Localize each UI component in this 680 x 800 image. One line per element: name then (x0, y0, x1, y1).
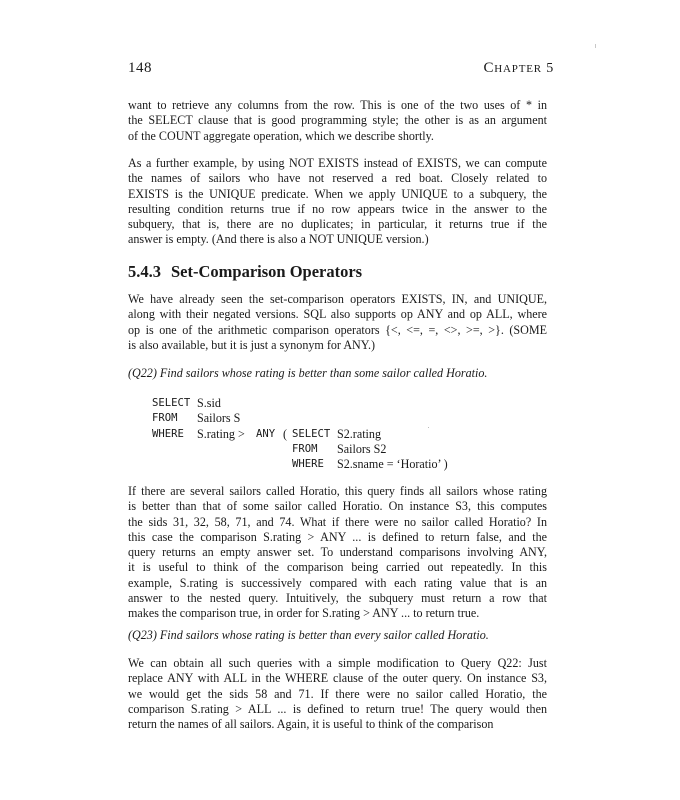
sql-keyword: ANY (256, 427, 276, 440)
paragraph-1 (128, 98, 547, 144)
sql-text: S2.sname = ‘Horatio’ ) (337, 457, 448, 472)
section-number: 5.4.3 (128, 262, 161, 281)
text-line: example, S.rating is successively compared with each rating value that is an (128, 575, 547, 590)
paragraph-4 (128, 484, 547, 622)
sql-text: Sailors S (197, 411, 241, 426)
paragraph-5 (128, 656, 547, 732)
text-line: answer to the nested query. Intuitively, the subquery must return a row that (128, 591, 547, 606)
paragraph-3 (128, 292, 547, 353)
sql-keyword: FROM (292, 442, 318, 455)
sql-text: S.sid (197, 396, 221, 410)
text-line: EXISTS is the UNIQUE predicate. When we apply UNIQUE to a subquery, the (128, 186, 547, 201)
sql-keyword: FROM (152, 412, 178, 425)
sql-text: S.rating > (197, 426, 245, 441)
sql-keyword: WHERE (292, 458, 324, 471)
sql-keyword: SELECT (152, 397, 191, 409)
text-line: the SELECT clause that is good programming style; the other is as an argument (128, 113, 547, 128)
text-line: we would get the sids 58 and 71. If there were no sailor called Horatio, the (128, 686, 547, 701)
query-q23-statement: (Q23) Find sailors whose rating is better than every sailor called Horatio. (128, 628, 489, 642)
scan-speck (428, 427, 429, 428)
text-line: We have already seen the set-comparison operators EXISTS, IN, and UNIQUE, (128, 292, 547, 306)
text-line: it is useful to think of the comparison being carried out repeatedly. In this (128, 560, 547, 575)
text-line: the names of sailors who have not reserved a red boat. Closely related to (128, 171, 547, 186)
text-line: is also available, but it is just a synonym for ANY.) (128, 337, 376, 352)
scan-speck (595, 44, 596, 48)
sql-text: ( (283, 426, 288, 441)
text-line: is better than that of some sailor called Horatio. On instance S3, this computes (128, 499, 547, 514)
text-line: comparison S.rating > ALL ... is defined to return true! The query would then (128, 701, 547, 716)
text-line: We can obtain all such queries with a simple modification to Query Q22: Just (128, 656, 547, 670)
sql-keyword: SELECT (292, 427, 331, 440)
text-line: resulting condition returns true if no row appears twice in the answer to the (128, 201, 547, 216)
text-line: replace ANY with ALL in the WHERE clause of the outer query. On instance S3, (128, 671, 547, 686)
page-number: 148 (128, 60, 152, 76)
sql-text: S2.rating (337, 426, 382, 441)
text-line: query returns an empty answer set. To understand comparisons involving ANY, (128, 545, 547, 560)
section-title: Set-Comparison Operators (171, 262, 363, 281)
text-line: op is one of the arithmetic comparison operators {<, <=, =, <>, >=, >}. (SOME (128, 322, 547, 337)
section-heading (128, 262, 362, 282)
text-line: answer is empty. (And there is also a NOT UNIQUE version.) (128, 232, 429, 247)
sql-keyword: WHERE (152, 427, 184, 440)
text-line: of the COUNT aggregate operation, which we describe shortly. (128, 128, 434, 143)
query-q22-statement: (Q22) Find sailors whose rating is better than some sailor called Horatio. (128, 366, 488, 380)
text-line: this case the comparison S.rating > ANY ... is defined to return false, and the (128, 529, 547, 544)
text-line: As a further example, by using NOT EXISTS instead of EXISTS, we can compute (128, 156, 547, 170)
running-header (483, 60, 554, 77)
chapter-label: Chapter (483, 60, 542, 76)
text-line: subquery, that is, there are no duplicates; in particular, it returns true if the (128, 217, 547, 232)
text-line: the sids 31, 32, 58, 71, and 74. What if there were no sailor called Horatio? In (128, 514, 547, 529)
text-line: want to retrieve any columns from the row. This is one of the two uses of * in (128, 98, 547, 112)
text-line: along with their negated versions. SQL also supports op ANY and op ALL, where (128, 307, 547, 322)
text-line: If there are several sailors called Horatio, this query finds all sailors whose rating (128, 484, 547, 498)
text-line: makes the comparison true, in order for S.rating > ANY ... to return true. (128, 606, 480, 621)
text-line: return the names of all sailors. Again, it is useful to think of the comparison (128, 717, 494, 732)
chapter-number: 5 (546, 61, 554, 76)
paragraph-2 (128, 156, 547, 248)
sql-text: Sailors S2 (337, 441, 387, 456)
